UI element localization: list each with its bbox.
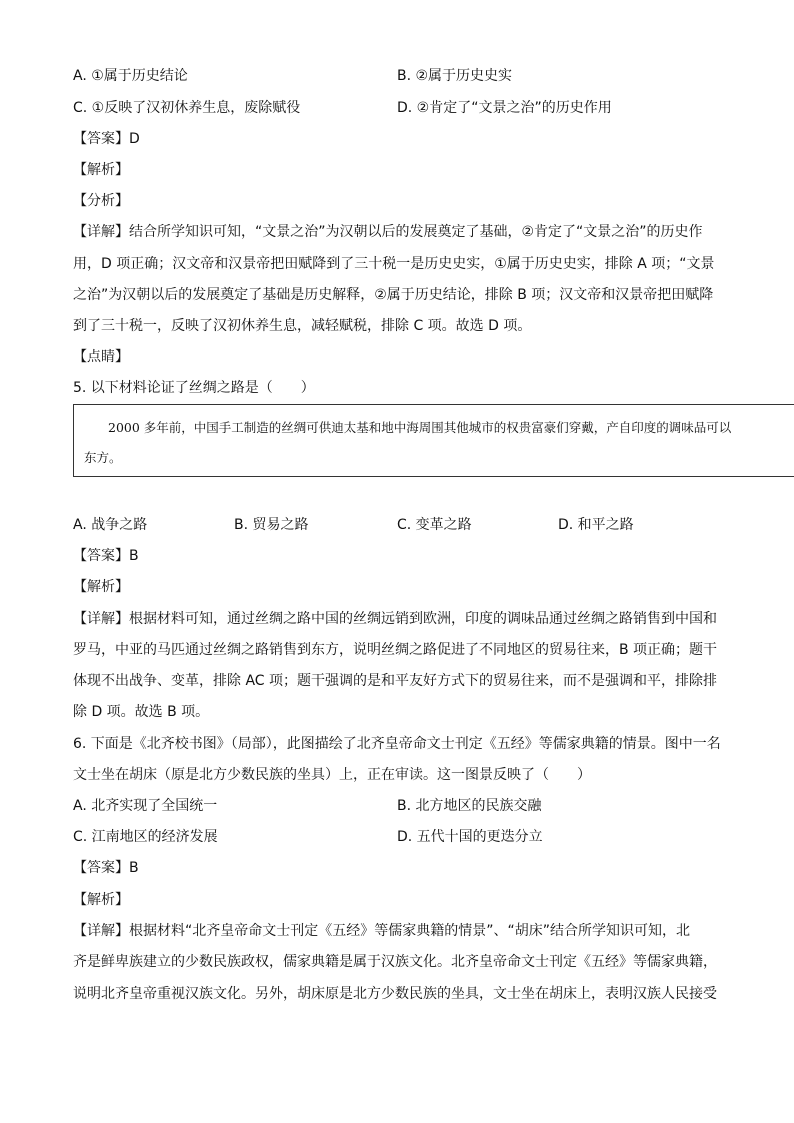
q6-analysis-heading: 【解析】 <box>73 892 129 908</box>
q6-stem-line: 文士坐在胡床（原是北方少数民族的坐具）上，正在审读。这一图景反映了（ ） <box>73 767 591 783</box>
q6-option-c: C. 江南地区的经济发展 <box>73 829 218 845</box>
q4-detail-line: 到了三十税一，反映了汉初休养生息，减轻赋税，排除 C 项。故选 D 项。 <box>73 318 532 334</box>
q4-fenxi-heading: 【分析】 <box>73 193 129 209</box>
q5-material-line: 2000 多年前，中国手工制造的丝绸可供迪太基和地中海周围其他城市的权贵富豪们穿戴，产自印度的调味品可以 <box>108 420 732 435</box>
q5-detail-line: 体现不出战争、变革，排除 AC 项；题干强调的是和平友好方式下的贸易往来，而不是强调和平，排除排 <box>73 673 718 689</box>
q5-option-a: A. 战争之路 <box>73 517 148 533</box>
q6-detail-line: 【详解】根据材料“北齐皇帝命文士刊定《五经》等儒家典籍的情景”、“胡床”结合所学知识可知，北 <box>73 923 691 939</box>
q4-option-d: D. ②肯定了“文景之治”的历史作用 <box>397 100 612 116</box>
q6-option-d: D. 五代十国的更迭分立 <box>397 829 543 845</box>
q4-option-a: A. ①属于历史结论 <box>73 68 188 84</box>
q4-detail-line: 用，D 项正确；汉文帝和汉景帝把田赋降到了三十税一是历史史实，①属于历史史实，排除 A 项；“文景 <box>73 256 715 272</box>
q5-detail-line: 除 D 项。故选 B 项。 <box>73 704 210 720</box>
q5-detail-line: 【详解】根据材料可知，通过丝绸之路中国的丝绸远销到欧洲，印度的调味品通过丝绸之路销售到中国和 <box>73 611 717 627</box>
q5-material-line: 东方。 <box>84 450 122 465</box>
q5-detail-line: 罗马，中亚的马匹通过丝绸之路销售到东方，说明丝绸之路促进了不同地区的贸易往来，B 项正确；题干 <box>73 642 718 658</box>
q5-option-d: D. 和平之路 <box>558 517 634 533</box>
q5-stem: 5. 以下材料论证了丝绸之路是（ ） <box>73 380 315 396</box>
q5-material-box <box>73 404 794 477</box>
q4-dianjing-heading: 【点睛】 <box>73 349 129 365</box>
q5-analysis-heading: 【解析】 <box>73 579 129 595</box>
q4-detail-line: 【详解】结合所学知识可知，“文景之治”为汉朝以后的发展奠定了基础，②肯定了“文景之治”的历史作 <box>73 224 703 240</box>
q6-option-a: A. 北齐实现了全国统一 <box>73 798 218 814</box>
q4-option-c: C. ①反映了汉初休养生息，废除赋役 <box>73 100 301 116</box>
q5-option-b: B. 贸易之路 <box>234 517 309 533</box>
q6-option-b: B. 北方地区的民族交融 <box>397 798 542 814</box>
q4-detail-line: 之治”为汉朝以后的发展奠定了基础是历史解释，②属于历史结论，排除 B 项；汉文帝和汉景帝把田赋降 <box>73 287 714 303</box>
q6-detail-line: 齐是鲜卑族建立的少数民族政权，儒家典籍是属于汉族文化。北齐皇帝命文士刊定《五经》等儒家典籍， <box>73 954 717 970</box>
q6-detail-line: 说明北齐皇帝重视汉族文化。另外，胡床原是北方少数民族的坐具，文士坐在胡床上，表明汉族人民接受 <box>73 986 717 1002</box>
q6-stem-line: 6. 下面是《北齐校书图》（局部），此图描绘了北齐皇帝命文士刊定《五经》等儒家典籍的情景。图中一名 <box>73 736 721 752</box>
q4-analysis-heading: 【解析】 <box>73 162 129 178</box>
q5-answer: 【答案】B <box>73 548 139 564</box>
q4-answer: 【答案】D <box>73 131 140 147</box>
q5-option-c: C. 变革之路 <box>397 517 472 533</box>
q6-answer: 【答案】B <box>73 860 139 876</box>
q4-option-b: B. ②属于历史史实 <box>397 68 513 84</box>
